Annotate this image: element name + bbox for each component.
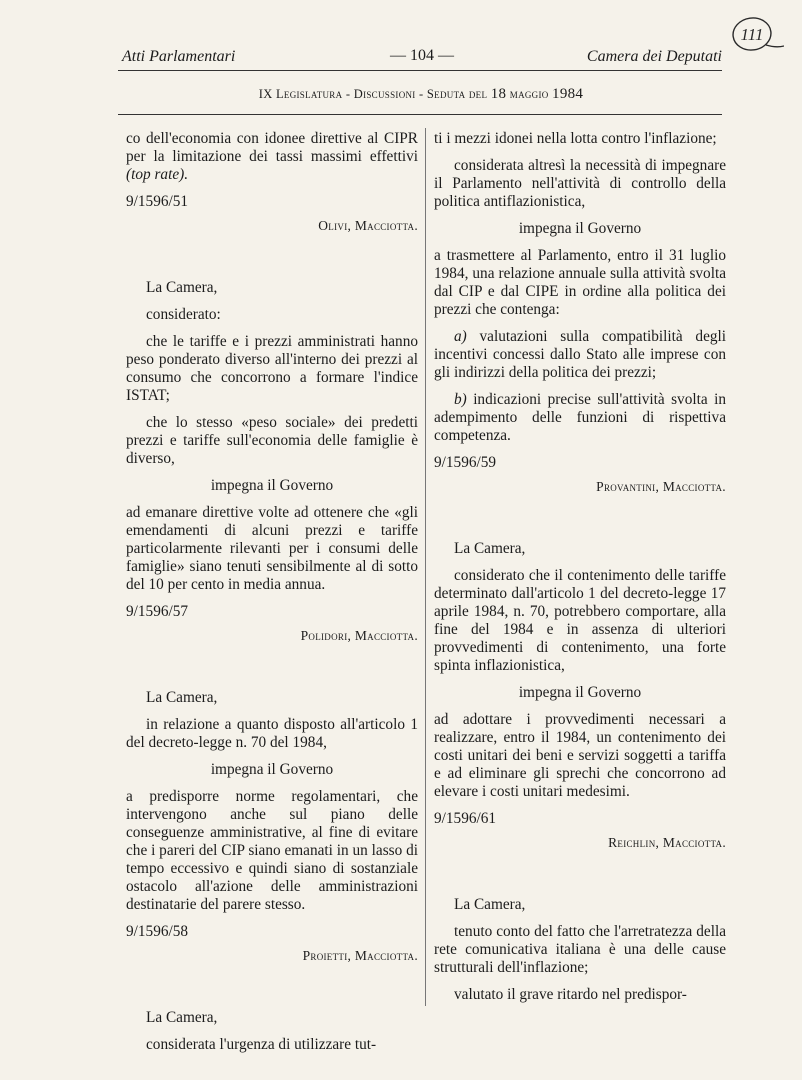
left-column bbox=[126, 130, 418, 1063]
motion-number: 9/1596/61 bbox=[434, 810, 497, 827]
column-divider bbox=[425, 128, 426, 1006]
list-item: a) valutazioni sulla compatibilità degli incentivi concessi dallo Stato alle imprese con gli indirizzi della politica dei prezzi; bbox=[434, 328, 727, 381]
impegna-heading: impegna il Governo bbox=[210, 761, 334, 778]
paragraph: ad emanare direttive volte ad ottenere che «gli emendamenti di alcuni prezzi e tariffe particolarmente rilevanti per i consumi delle famiglie» siano tenuti sensibilmente al di sotto del 10 per cento in media annua. bbox=[126, 504, 418, 593]
header-publication: Atti Parlamentari bbox=[122, 48, 236, 65]
paragraph: valutato il grave ritardo nel predispor- bbox=[454, 986, 687, 1003]
la-camera: La Camera, bbox=[146, 279, 218, 296]
subheader-rule bbox=[118, 114, 722, 115]
signatories: Olivi, Macciotta. bbox=[318, 218, 418, 233]
paragraph: considerata l'urgenza di utilizzare tut- bbox=[146, 1036, 377, 1053]
motion-number: 9/1596/59 bbox=[434, 454, 497, 471]
paragraph: che lo stesso «peso sociale» dei predetti prezzi e tariffe sull'economia delle famiglie è diverso, bbox=[126, 414, 418, 467]
subheader-day: 18 bbox=[490, 86, 507, 102]
header-rule bbox=[118, 70, 722, 71]
paragraph: ad adottare i provvedimenti necessari a realizzare, entro il 1984, un contenimento dei costi unitari dei beni e servizi soggetti a tariffa e ad eliminare gli sprechi che concorrono ad elevare i costi unitari medesimi. bbox=[434, 711, 726, 800]
handwritten-page-mark bbox=[730, 14, 784, 54]
motion-number: 9/1596/57 bbox=[126, 603, 189, 620]
subheader-year: 1984 bbox=[552, 86, 584, 102]
subheader-separator: - bbox=[342, 87, 354, 101]
paragraph: a predisporre norme regolamentari, che intervengono anche sul piano delle conseguenze amministrative, al fine di evitare che i pareri del CIP siano emanati in un lasso di tempo eccessivo e quindi siano di sostanziale ostacolo all'azione delle amministrazioni destinatarie del parere stesso. bbox=[126, 788, 418, 913]
paragraph: che le tariffe e i prezzi amministrati hanno peso ponderato diverso all'interno dei prezzi al consumo che concorrono a formare l'indice ISTAT; bbox=[126, 333, 418, 404]
paragraph: tenuto conto del fatto che l'arretratezza della rete comunicativa italiana è una delle cause strutturali dell'inflazione; bbox=[434, 923, 726, 976]
motion-number: 9/1596/58 bbox=[126, 923, 189, 940]
la-camera: La Camera, bbox=[146, 1009, 218, 1026]
list-item: b) indicazioni precise sull'attività svolta in adempimento delle funzioni di rispettiva competenza. bbox=[434, 391, 726, 444]
page-number: — 104 — bbox=[390, 47, 454, 64]
paragraph: in relazione a quanto disposto all'articolo 1 del decreto-legge n. 70 del 1984, bbox=[126, 716, 418, 751]
paragraph: considerato che il contenimento delle tariffe determinato dall'articolo 1 del decreto-legge 17 aprile 1984, n. 70, potrebbero comportare, alla fine del 1984 e in assenza di ulteriori provvedimenti di contenimento, una forte spinta inflazionistica, bbox=[434, 567, 726, 674]
header-chamber: Camera dei Deputati bbox=[586, 48, 722, 65]
la-camera: La Camera, bbox=[454, 896, 526, 913]
subheader-month: maggio bbox=[509, 87, 549, 101]
impegna-heading: impegna il Governo bbox=[518, 220, 642, 237]
subheader-discussioni: Discussioni bbox=[353, 87, 416, 101]
paragraph: considerato: bbox=[146, 306, 221, 323]
signatories: Proietti, Macciotta. bbox=[302, 948, 418, 963]
signatories: Polidori, Macciotta. bbox=[300, 628, 418, 643]
subheader-separator: - bbox=[415, 87, 427, 101]
paragraph: ti i mezzi idonei nella lotta contro l'inflazione; bbox=[434, 130, 717, 147]
paragraph: considerata altresì la necessità di impegnare il Parlamento nell'attività di controllo della politica antiflazionistica, bbox=[434, 157, 726, 210]
la-camera: La Camera, bbox=[454, 540, 526, 557]
la-camera: La Camera, bbox=[146, 689, 218, 706]
page-header bbox=[120, 44, 722, 68]
paragraph: a trasmettere al Parlamento, entro il 31 luglio 1984, una relazione annuale sulla attività svolta dal CIP e dal CIPE in ordine alla politica dei prezzi che contenga: bbox=[434, 247, 726, 318]
handwritten-mark-text: 111 bbox=[740, 25, 764, 44]
signatories: Reichlin, Macciotta. bbox=[608, 835, 726, 850]
session-subheader bbox=[120, 86, 722, 103]
right-column bbox=[434, 130, 726, 1013]
paragraph: co dell'economia con idonee direttive al CIPR per la limitazione dei tassi massimi effettivi (top rate). bbox=[126, 130, 418, 183]
impegna-heading: impegna il Governo bbox=[210, 477, 334, 494]
subheader-legislatura: IX Legislatura bbox=[258, 87, 343, 101]
motion-number: 9/1596/51 bbox=[126, 193, 189, 210]
impegna-heading: impegna il Governo bbox=[518, 684, 642, 701]
signatories: Provantini, Macciotta. bbox=[596, 479, 726, 494]
subheader-seduta: Seduta del bbox=[426, 87, 488, 101]
